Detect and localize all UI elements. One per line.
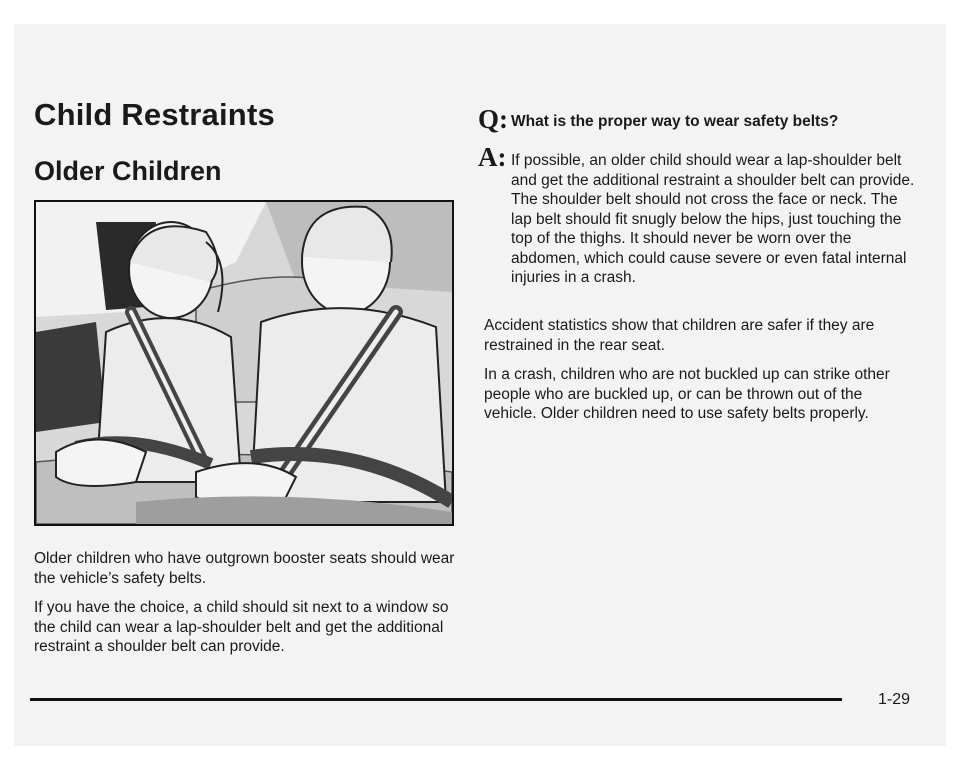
left-paragraph-2: If you have the choice, a child should sit next to a window so the child can wear a lap-shoulder belt and get the additional restraint a shoulder belt can provide. (34, 599, 449, 655)
answer-marker: A: (478, 142, 507, 172)
left-paragraph-1: Older children who have outgrown booster seats should wear the vehicle’s safety belts. (34, 550, 455, 587)
children-safety-belt-illustration (34, 200, 454, 526)
section-title: Child Restraints (34, 97, 275, 132)
question-text: What is the proper way to wear safety belts? (511, 113, 839, 130)
right-paragraph-2: In a crash, children who are not buckled up can strike other people who are buckled up, or can be thrown out of the vehicle. Older children need to use safety belts properly. (484, 366, 890, 422)
section-subtitle: Older Children (34, 156, 222, 186)
illustration-children-wearing-safety-belts-icon (36, 202, 452, 524)
page-number: 1-29 (878, 691, 911, 708)
question-marker: Q: (478, 104, 508, 134)
right-paragraph-1: Accident statistics show that children are safer if they are restrained in the rear seat. (484, 317, 875, 354)
answer-text: If possible, an older child should wear a lap-shoulder belt and get the additional restraint a shoulder belt can provide. The shoulder belt should not cross the face or neck. The lap belt should fit snugly below the hips, just touching the top of the thighs. It should never be worn over the abdomen, which could cause severe or even fatal internal injuries in a crash. (511, 152, 915, 286)
footer-rule (30, 698, 842, 701)
